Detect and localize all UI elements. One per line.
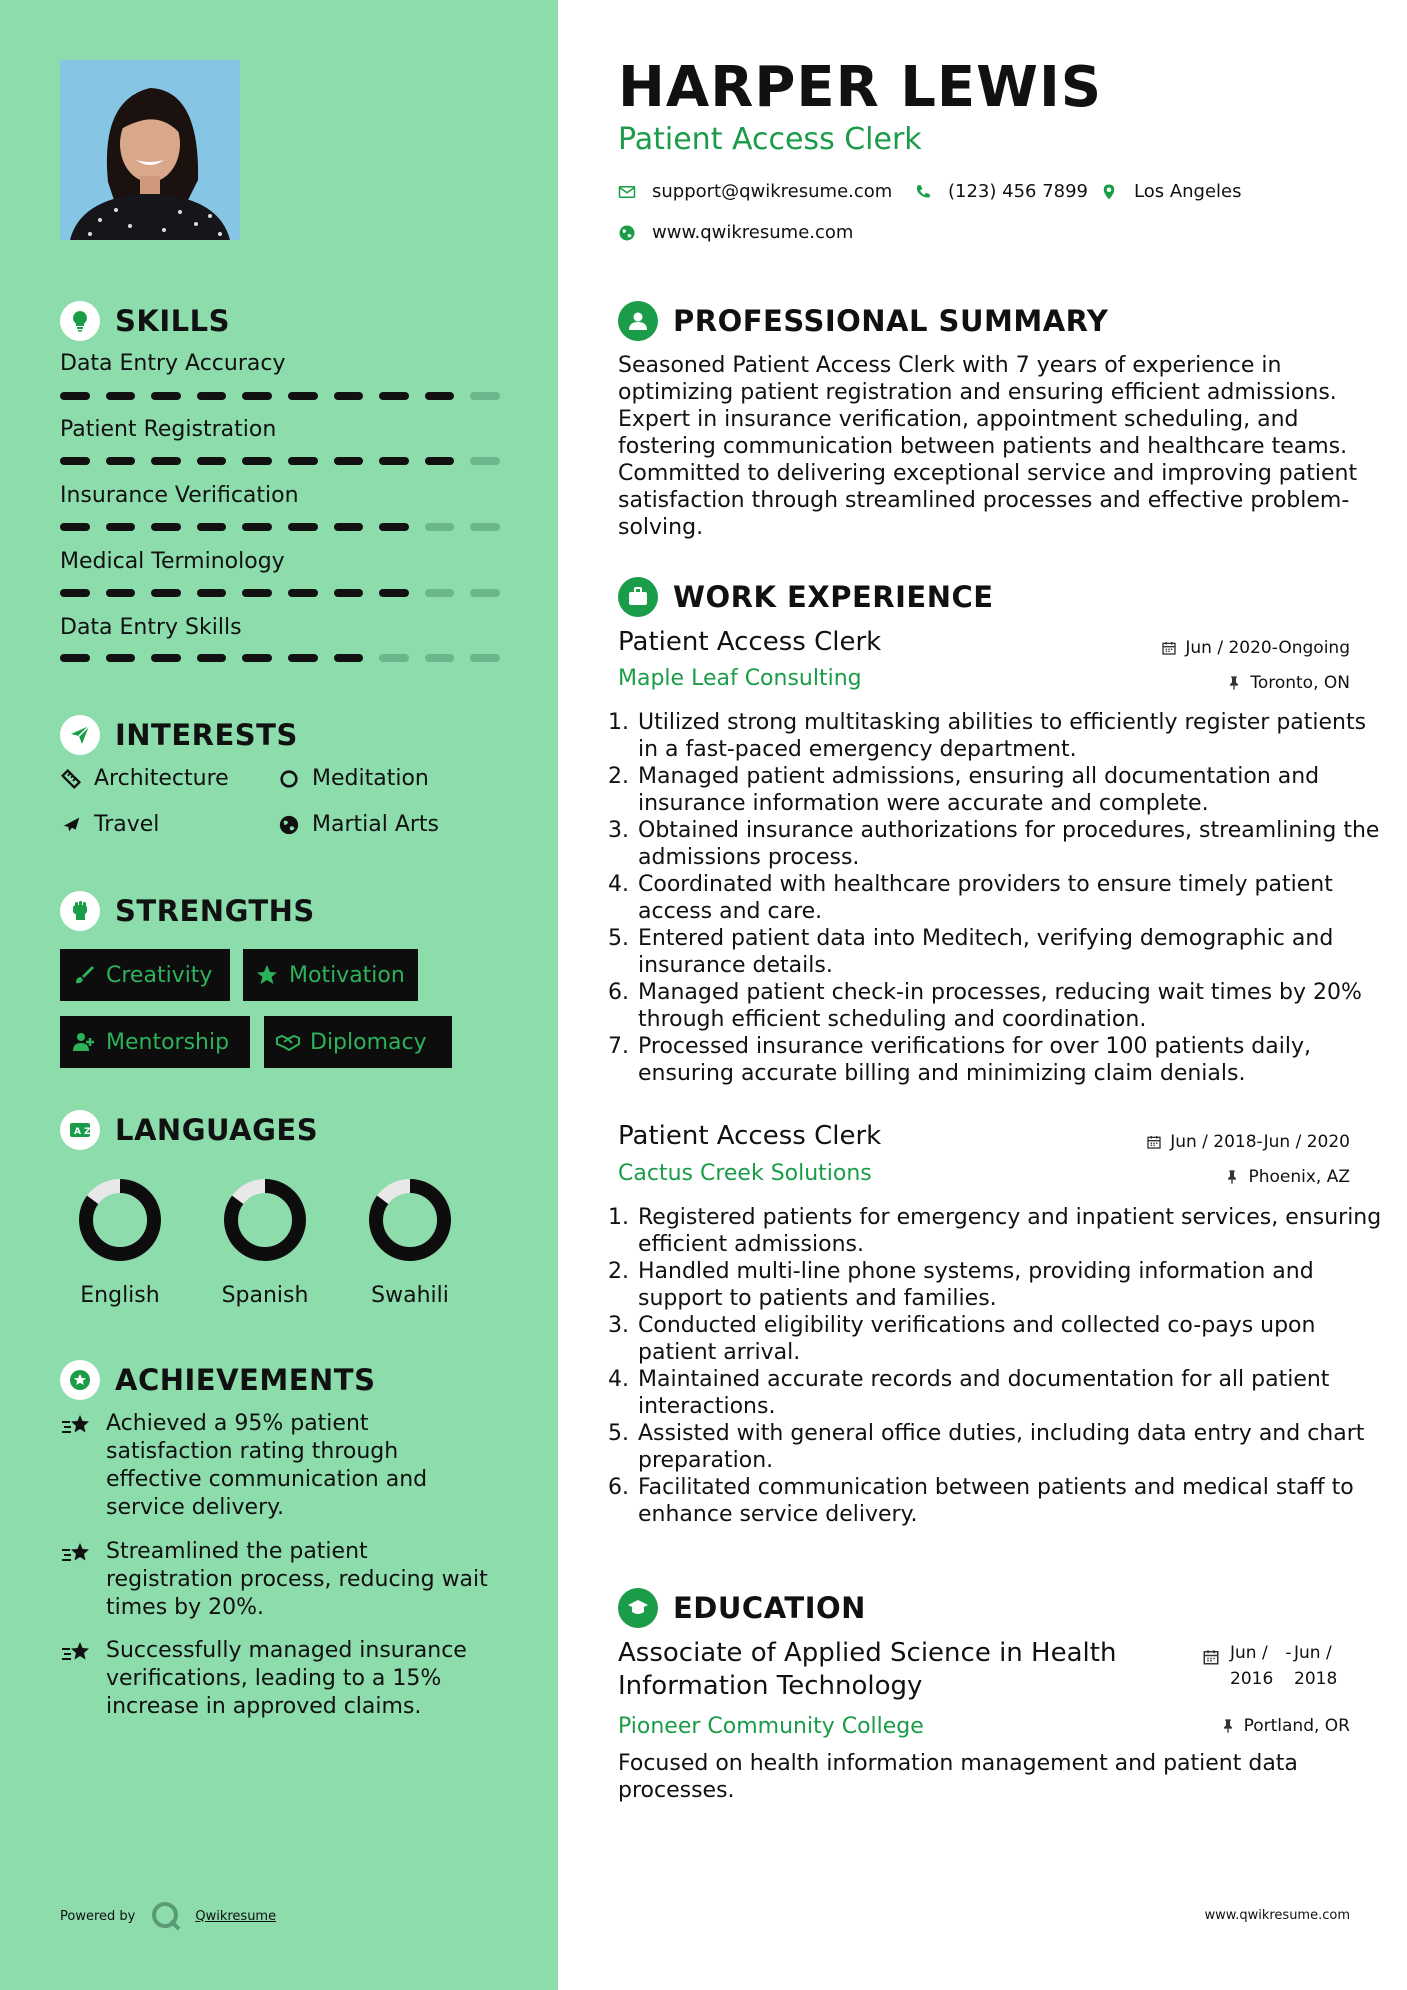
skill-dash-filled: [151, 589, 181, 597]
interest-label: Martial Arts: [312, 812, 440, 837]
pushpin-icon: [1224, 1169, 1240, 1185]
skill-name: Data Entry Skills: [60, 615, 242, 640]
skill-dash-filled: [197, 589, 227, 597]
skill-dash-filled: [379, 392, 409, 400]
map-pin-icon: [1100, 183, 1118, 201]
calendar-icon: [1202, 1648, 1220, 1666]
interest-label: Travel: [94, 812, 160, 837]
experience-header: [618, 577, 994, 617]
education-start: Jun / 2016: [1230, 1643, 1274, 1689]
calendar-icon: [1161, 640, 1177, 656]
skill-dash-filled: [151, 523, 181, 531]
skill-name: Insurance Verification: [60, 483, 299, 508]
lightbulb-icon: [60, 301, 100, 341]
job-bullet: 6. Facilitated communication between patients and medical staff to enhance service delivery.: [636, 1474, 1384, 1528]
profile-photo: [60, 60, 240, 240]
skill-dash-filled: [60, 654, 90, 662]
skill-dash-filled: [288, 392, 318, 400]
education-end: Jun / 2018: [1294, 1643, 1338, 1689]
job-bullet: 3. Obtained insurance authorizations for procedures, streamlining the admissions process.: [636, 817, 1384, 871]
sidebar: [0, 0, 558, 1990]
globe-icon: [278, 814, 300, 836]
skills-title: SKILLS: [115, 304, 230, 338]
calendar-icon: [1146, 1134, 1162, 1150]
summary-text: Seasoned Patient Access Clerk with 7 years of experience in optimizing patient registration and ensuring efficient admissions. Expert in insurance verification, appointment scheduling, and fostering communication between patients and healthcare teams. Committed to delivering exceptional service and improving patient satisfaction through streamlined processes and effective problem-solving.: [618, 353, 1358, 540]
education-dates: Jun / 2016 - Jun / 2018: [1202, 1640, 1344, 1692]
strength-tag: [243, 949, 418, 1001]
fist-icon: [60, 891, 100, 931]
skill-dash-empty: [470, 392, 500, 400]
graduation-icon: [618, 1588, 658, 1628]
skill-dash-filled: [334, 392, 364, 400]
skill-dash-empty: [425, 523, 455, 531]
phone-text: (123) 456 7899: [948, 181, 1089, 202]
strength-tag: [60, 1016, 250, 1068]
skill-dash-empty: [425, 654, 455, 662]
skill-dash-filled: [60, 523, 90, 531]
job-bullet: 3. Conducted eligibility verifications and collected co-pays upon patient arrival.: [636, 1312, 1384, 1366]
paper-plane-icon: [60, 715, 100, 755]
job-bullet: 5. Entered patient data into Meditech, verifying demographic and insurance details.: [636, 925, 1384, 979]
job-bullets: [612, 1204, 1384, 1528]
ruler-icon: [60, 768, 82, 790]
handshake-icon: [276, 1030, 300, 1054]
skill-dash-filled: [106, 589, 136, 597]
achievement-text: Achieved a 95% patient satisfaction rating through effective communication and service delivery.: [106, 1411, 428, 1520]
achievement-item: [60, 1538, 500, 1622]
skill-dash-filled: [242, 392, 272, 400]
education-location: [1220, 1716, 1350, 1736]
language-item: [210, 1175, 320, 1308]
star-badge-icon: [60, 1360, 100, 1400]
skill-dash-filled: [151, 457, 181, 465]
skill-dash-filled: [379, 589, 409, 597]
svg-text:A Z: A Z: [74, 1127, 91, 1137]
skill-dash-filled: [106, 654, 136, 662]
job-bullet: 5. Assisted with general office duties, including data entry and chart preparation.: [636, 1420, 1384, 1474]
achievements-title: ACHIEVEMENTS: [115, 1363, 376, 1397]
summary-header: [618, 301, 1108, 341]
strength-tag: [264, 1016, 452, 1068]
language-proficiency-ring: [365, 1175, 455, 1265]
skill-dash-filled: [197, 457, 227, 465]
skill-dash-empty: [379, 654, 409, 662]
email-text: support@qwikresume.com: [652, 181, 893, 202]
contact-phone[interactable]: [914, 181, 1088, 202]
envelope-icon: [618, 183, 636, 201]
skill-level-bar: [60, 523, 500, 531]
job-bullet: 2. Managed patient admissions, ensuring all documentation and insurance information were accurate and complete.: [636, 763, 1384, 817]
interests-title: INTERESTS: [115, 718, 298, 752]
skill-dash-filled: [288, 523, 318, 531]
strength-label: Diplomacy: [310, 1029, 427, 1055]
skill-dash-filled: [60, 392, 90, 400]
powered-by-label: Powered by: [60, 1908, 136, 1924]
job-bullet: 6. Managed patient check-in processes, reducing wait times by 20% through efficient scheduling and coordination.: [636, 979, 1384, 1033]
language-item: [65, 1175, 175, 1308]
shooting-star-icon: [60, 1412, 92, 1440]
skill-dash-filled: [197, 654, 227, 662]
skill-dash-filled: [106, 523, 136, 531]
skill-dash-filled: [106, 457, 136, 465]
education-header: [618, 1588, 866, 1628]
skill-dash-filled: [242, 523, 272, 531]
language-item: [355, 1175, 465, 1308]
skill-dash-empty: [470, 457, 500, 465]
job-dates-text: Jun / 2018-Jun / 2020: [1170, 1132, 1350, 1152]
job-bullet: 1. Registered patients for emergency and inpatient services, ensuring efficient admissions.: [636, 1204, 1384, 1258]
language-label: Swahili: [371, 1283, 449, 1308]
plane-icon: [60, 814, 82, 836]
skill-dash-filled: [425, 392, 455, 400]
strength-label: Mentorship: [106, 1029, 230, 1055]
languages-header: [60, 1110, 318, 1150]
achievement-item: [60, 1410, 500, 1522]
skill-dash-filled: [151, 654, 181, 662]
candidate-title: Patient Access Clerk: [618, 122, 922, 157]
interest-label: Architecture: [94, 766, 229, 791]
skill-dash-filled: [106, 392, 136, 400]
skills-header: [60, 301, 230, 341]
skill-level-bar: [60, 654, 500, 662]
job-title: Patient Access Clerk: [618, 1121, 882, 1151]
interests-header: [60, 715, 298, 755]
language-label: English: [80, 1283, 160, 1308]
pushpin-icon: [1220, 1718, 1236, 1734]
skill-dash-filled: [197, 392, 227, 400]
job-bullet: 4. Maintained accurate records and documentation for all patient interactions.: [636, 1366, 1384, 1420]
location-text: Los Angeles: [1134, 181, 1242, 202]
job-bullets: [612, 709, 1384, 1087]
job-location-text: Phoenix, AZ: [1248, 1167, 1350, 1187]
company-name: Cactus Creek Solutions: [618, 1161, 872, 1186]
skill-dash-filled: [288, 654, 318, 662]
skill-dash-filled: [334, 654, 364, 662]
skill-dash-filled: [242, 589, 272, 597]
circle-icon: [278, 768, 300, 790]
contact-location: [1100, 181, 1242, 202]
candidate-name: HARPER LEWIS: [618, 55, 1103, 120]
phone-icon: [914, 183, 932, 201]
brush-icon: [72, 963, 96, 987]
strength-tag: [60, 949, 230, 1001]
skill-level-bar: [60, 589, 500, 597]
job-bullet: 4. Coordinated with healthcare providers to ensure timely patient access and care.: [636, 871, 1384, 925]
job-location: [1224, 1167, 1350, 1187]
job-location-text: Toronto, ON: [1250, 673, 1350, 693]
skill-level-bar: [60, 457, 500, 465]
skill-dash-filled: [334, 589, 364, 597]
job-bullet: 7. Processed insurance verifications for over 100 patients daily, ensuring accurate billing and minimizing claim denials.: [636, 1033, 1384, 1087]
skill-dash-filled: [288, 589, 318, 597]
website-text: www.qwikresume.com: [652, 222, 854, 243]
briefcase-icon: [618, 577, 658, 617]
skill-dash-filled: [60, 589, 90, 597]
contact-email[interactable]: [618, 181, 892, 202]
interest-label: Meditation: [312, 766, 429, 791]
achievement-text: Successfully managed insurance verifications, leading to a 15% increase in approved claims.: [106, 1638, 467, 1719]
skill-dash-filled: [197, 523, 227, 531]
interest-item: [60, 766, 229, 791]
experience-title: WORK EXPERIENCE: [673, 580, 994, 614]
interest-item: [278, 766, 429, 791]
strength-label: Motivation: [289, 962, 405, 988]
skill-dash-filled: [288, 457, 318, 465]
job-location: [1226, 673, 1350, 693]
user-plus-icon: [72, 1030, 96, 1054]
shooting-star-icon: [60, 1639, 92, 1667]
skill-name: Patient Registration: [60, 417, 277, 442]
languages-title: LANGUAGES: [115, 1113, 319, 1147]
skill-dash-filled: [379, 523, 409, 531]
qwikresume-logo-icon: [149, 1899, 183, 1933]
interest-item: [60, 812, 159, 837]
skill-dash-empty: [470, 589, 500, 597]
skill-dash-filled: [334, 457, 364, 465]
skill-dash-filled: [151, 392, 181, 400]
skill-dash-empty: [425, 589, 455, 597]
skill-level-bar: [60, 392, 500, 400]
contact-website[interactable]: [618, 222, 853, 243]
degree-title: Associate of Applied Science in Health Information Technology: [618, 1638, 1117, 1701]
pushpin-icon: [1226, 675, 1242, 691]
translate-icon: [60, 1110, 100, 1150]
summary-title: PROFESSIONAL SUMMARY: [673, 304, 1109, 338]
brand-link[interactable]: Qwikresume: [195, 1908, 277, 1924]
language-proficiency-ring: [75, 1175, 165, 1265]
job-dates: [1161, 638, 1350, 658]
education-title: EDUCATION: [673, 1591, 866, 1625]
skill-dash-filled: [60, 457, 90, 465]
star-icon: [255, 963, 279, 987]
skill-dash-filled: [425, 457, 455, 465]
shooting-star-icon: [60, 1540, 92, 1568]
skill-dash-filled: [242, 654, 272, 662]
user-icon: [618, 301, 658, 341]
language-label: Spanish: [221, 1283, 309, 1308]
company-name: Maple Leaf Consulting: [618, 666, 862, 691]
interest-item: [278, 812, 439, 837]
education-description: Focused on health information management and patient data processes.: [618, 1751, 1298, 1803]
skill-name: Data Entry Accuracy: [60, 351, 286, 376]
language-proficiency-ring: [220, 1175, 310, 1265]
skill-dash-empty: [470, 523, 500, 531]
skill-dash-filled: [334, 523, 364, 531]
skill-dash-filled: [379, 457, 409, 465]
education-location-text: Portland, OR: [1243, 1716, 1350, 1736]
achievements-header: [60, 1360, 375, 1400]
job-title: Patient Access Clerk: [618, 627, 882, 657]
job-dates: [1146, 1132, 1350, 1152]
school-name: Pioneer Community College: [618, 1714, 924, 1739]
job-dates-text: Jun / 2020-Ongoing: [1185, 638, 1350, 658]
achievement-text: Streamlined the patient registration process, reducing wait times by 20%.: [106, 1539, 488, 1620]
globe-icon: [618, 224, 636, 242]
footer-website[interactable]: www.qwikresume.com: [1204, 1908, 1350, 1923]
strengths-title: STRENGTHS: [115, 894, 315, 928]
powered-by: [60, 1899, 276, 1933]
job-bullet: 1. Utilized strong multitasking abilities to efficiently register patients in a fast-paced emergency department.: [636, 709, 1384, 763]
achievement-item: [60, 1637, 500, 1721]
job-bullet: 2. Handled multi-line phone systems, providing information and support to patients and families.: [636, 1258, 1384, 1312]
skill-dash-filled: [242, 457, 272, 465]
strengths-header: [60, 891, 315, 931]
skill-dash-empty: [470, 654, 500, 662]
skill-name: Medical Terminology: [60, 549, 285, 574]
strength-label: Creativity: [106, 962, 213, 988]
